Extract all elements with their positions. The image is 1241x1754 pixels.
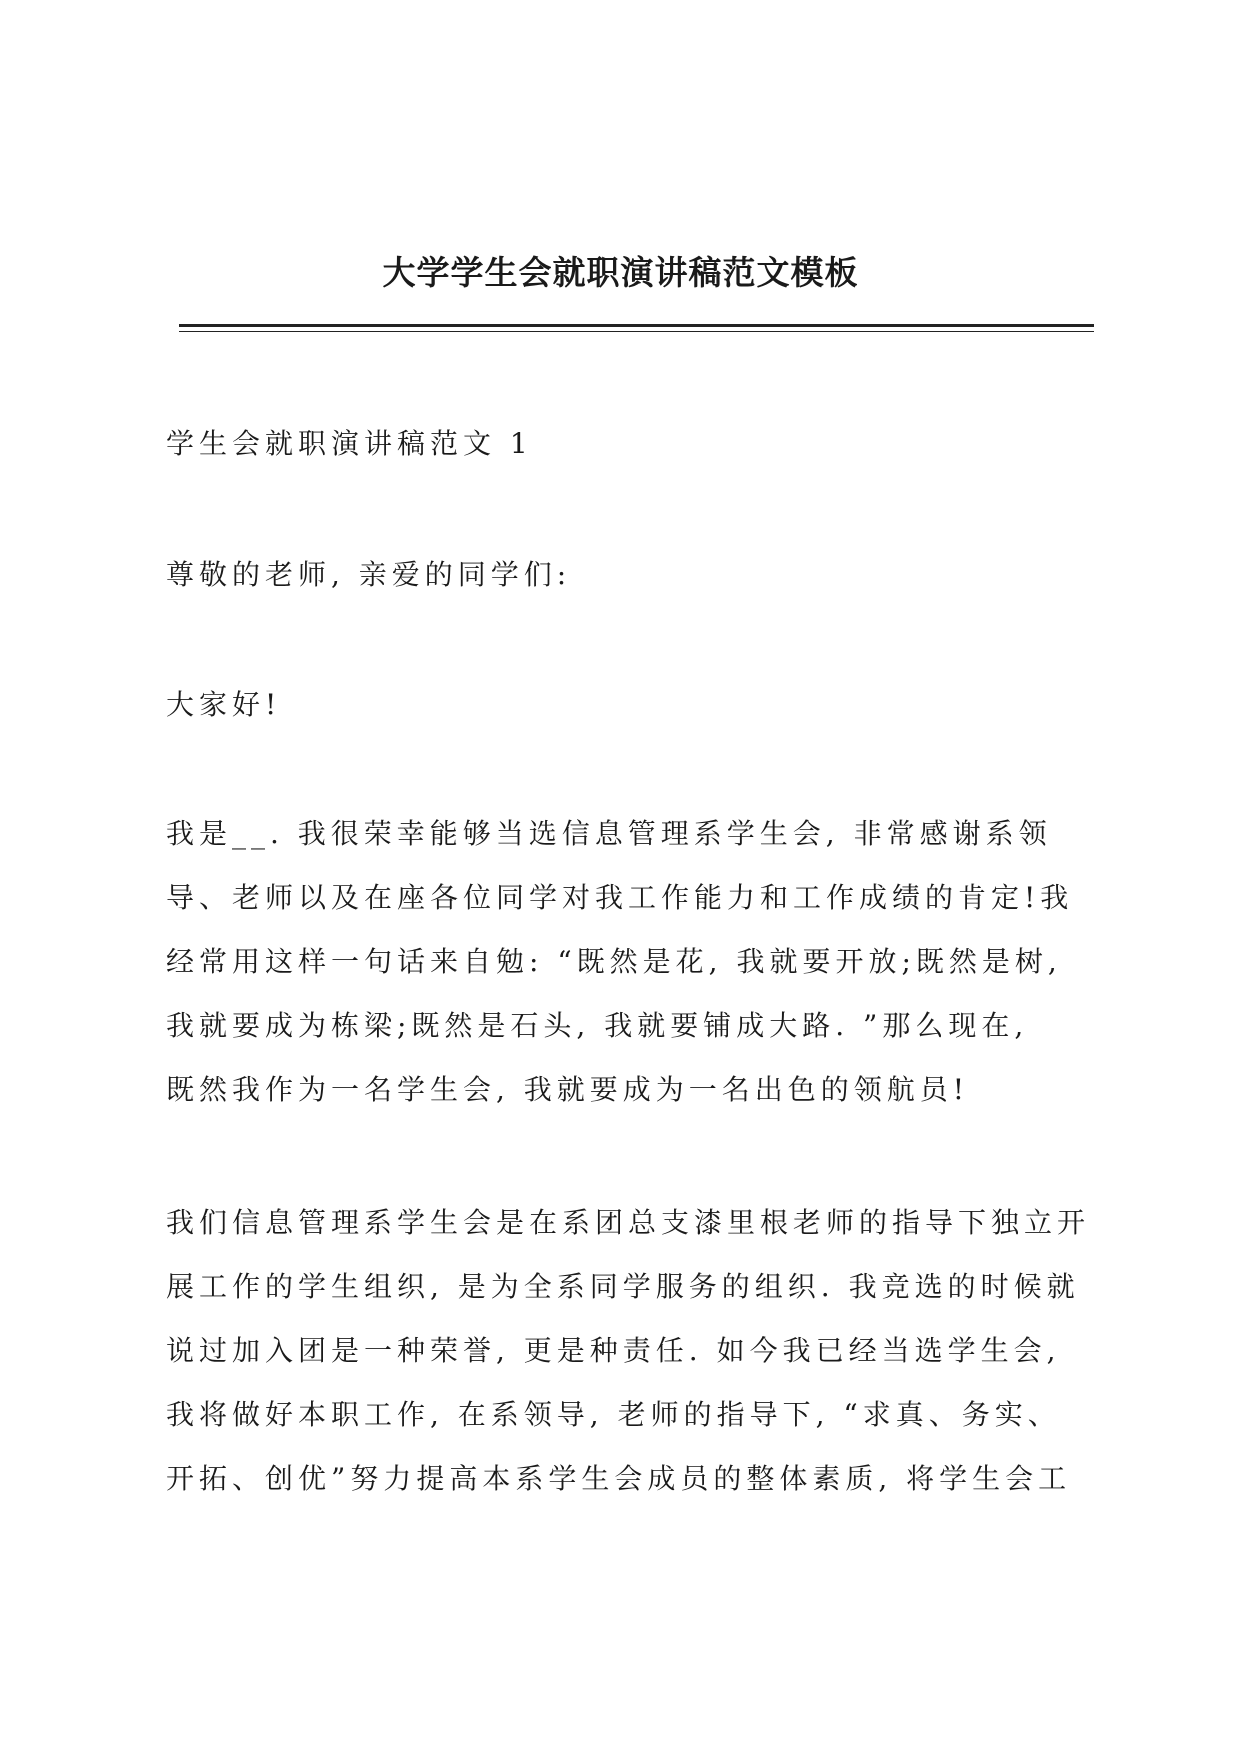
paragraph-1-line: 既然我作为一名学生会, 我就要成为一名出色的领航员! bbox=[166, 1073, 970, 1106]
title-rule-thin bbox=[179, 331, 1094, 332]
title-rule-thick bbox=[179, 324, 1094, 327]
hello-line: 大家好! bbox=[166, 688, 282, 721]
paragraph-2-line: 展工作的学生组织, 是为全系同学服务的组织. 我竞选的时候就 bbox=[166, 1270, 1080, 1303]
paragraph-2 bbox=[166, 1191, 1096, 1511]
paragraph-1 bbox=[166, 802, 1096, 1122]
section-heading: 学生会就职演讲稿范文 1 bbox=[166, 427, 533, 460]
paragraph-1-line: 经常用这样一句话来自勉: “既然是花, 我就要开放;既然是树, bbox=[166, 945, 1062, 978]
paragraph-1-line: 导、老师以及在座各位同学对我工作能力和工作成绩的肯定!我 bbox=[166, 881, 1074, 914]
paragraph-2-line: 说过加入团是一种荣誉, 更是种责任. 如今我已经当选学生会, bbox=[166, 1334, 1061, 1367]
paragraph-1-line: 我是__. 我很荣幸能够当选信息管理系学生会, 非常感谢系领 bbox=[166, 817, 1052, 850]
greeting-line: 尊敬的老师, 亲爱的同学们: bbox=[166, 558, 572, 591]
paragraph-2-line: 开拓、创优”努力提高本系学生会成员的整体素质, 将学生会工 bbox=[166, 1462, 1072, 1495]
document-title: 大学学生会就职演讲稿范文模板 bbox=[382, 253, 859, 292]
paragraph-2-line: 我们信息管理系学生会是在系团总支漆里根老师的指导下独立开 bbox=[166, 1206, 1091, 1239]
paragraph-2-line: 我将做好本职工作, 在系领导, 老师的指导下, “求真、务实、 bbox=[166, 1398, 1061, 1431]
paragraph-1-line: 我就要成为栋梁;既然是石头, 我就要铺成大路. ”那么现在, bbox=[166, 1009, 1029, 1042]
